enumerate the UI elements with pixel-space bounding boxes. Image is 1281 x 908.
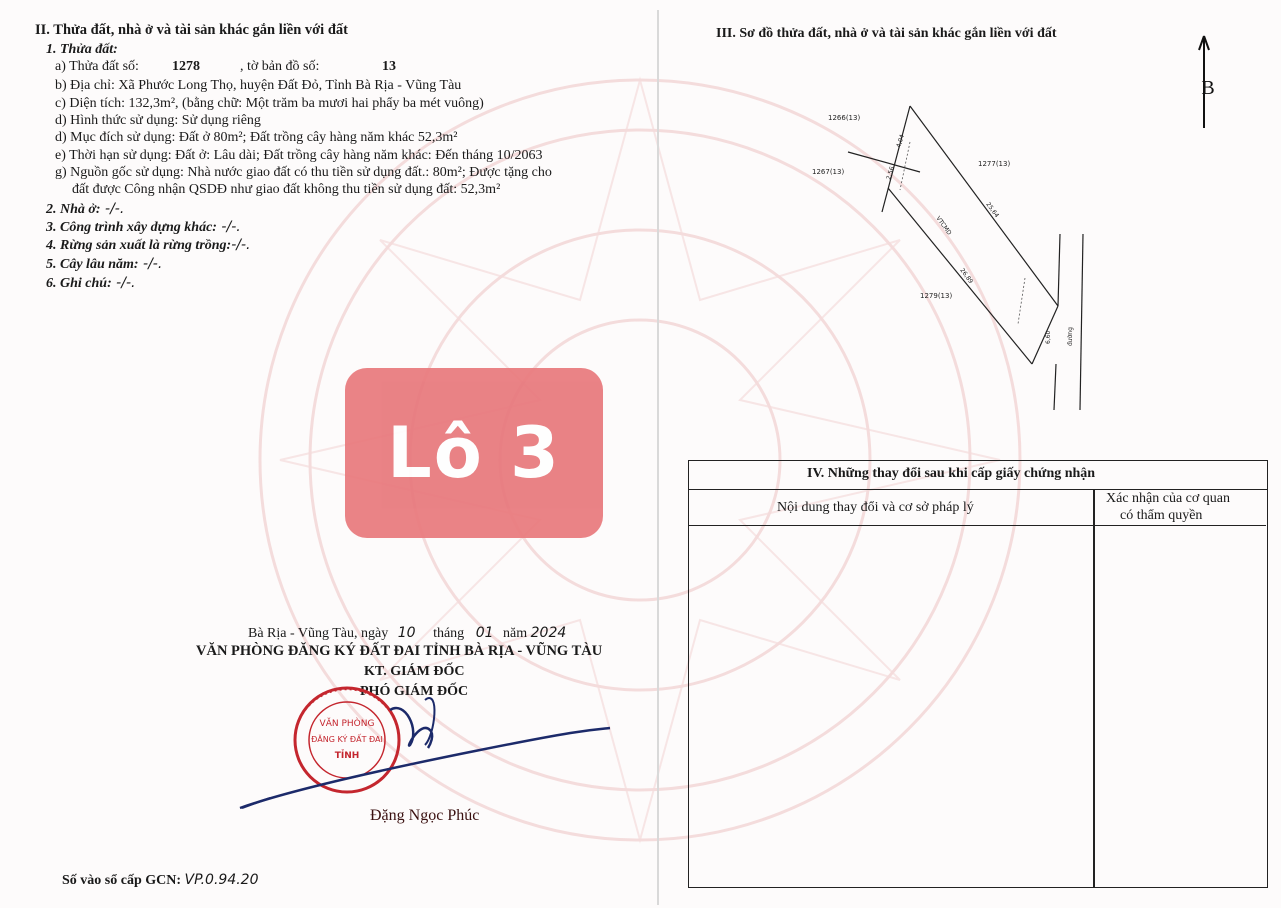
stamp-line-1: VĂN PHÒNG: [319, 719, 375, 729]
date-month-label: tháng: [433, 626, 465, 641]
item-3-row: [46, 219, 241, 236]
label-1277: 1277(13): [978, 160, 1011, 168]
item-1-title: 1. Thửa đất:: [46, 42, 118, 57]
signature: [230, 690, 630, 820]
stamp-line-3: TỈNH: [334, 751, 360, 761]
usage-purpose-line: d) Mục đích sử dụng: Đất ở 80m²; Đất trồng cây hàng năm khác 52,3m²: [55, 130, 458, 145]
kt-title: KT. GIÁM ĐỐC: [364, 664, 465, 679]
item-4-value: -/-.: [231, 237, 251, 253]
dim-top: 4,04: [895, 133, 907, 149]
dim-road: 6,60: [1045, 330, 1052, 344]
item-5-value: -/-.: [138, 256, 163, 272]
lot-badge: [345, 368, 603, 538]
item-2-value: -/-.: [100, 201, 125, 217]
col-confirm-label-2: có thẩm quyền: [1120, 508, 1203, 523]
stamp-line-2: ĐĂNG KÝ ĐẤT ĐAI: [311, 735, 383, 744]
section-iii-title: III. Sơ đồ thửa đất, nhà ở và tài sản khác gắn liền với đất: [716, 26, 1057, 41]
date-prefix: Bà Rịa - Vũng Tàu, ngày: [248, 626, 389, 641]
label-1266: 1266(13): [828, 114, 861, 122]
register-label: Số vào sổ cấp GCN:: [62, 873, 182, 888]
signer-name: Đặng Ngọc Phúc: [370, 807, 480, 824]
item-3-value: -/-.: [216, 219, 241, 235]
item-4-row: [46, 237, 251, 254]
col-content-label: Nội dung thay đổi và cơ sở pháp lý: [777, 500, 974, 515]
item-2-title: 2. Nhà ở:: [46, 202, 101, 217]
item-3-title: 3. Công trình xây dựng khác:: [46, 220, 217, 235]
issue-date-line: [248, 625, 566, 642]
changes-table: [688, 460, 1268, 888]
address-line: b) Địa chỉ: Xã Phước Long Thọ, huyện Đất Đỏ, Tỉnh Bà Rịa - Vũng Tàu: [55, 78, 462, 93]
dim-right: 25,64: [984, 201, 1001, 220]
usage-origin-line-1: g) Nguồn gốc sử dụng: Nhà nước giao đất có thu tiền sử dụng đất.: 80m²; Được tặng cho: [55, 165, 552, 180]
label-1267: 1267(13): [812, 168, 845, 176]
col-confirm-label-1: Xác nhận của cơ quan: [1106, 491, 1231, 506]
item-2-row: [46, 201, 124, 218]
register-line: [62, 872, 259, 889]
date-day: 10: [397, 625, 416, 641]
parcel-sketch-map: [800, 100, 1100, 420]
item-6-title: 6. Ghi chú:: [46, 276, 112, 291]
item-4-title: 4. Rừng sản xuất là rừng trồng:: [46, 238, 232, 253]
deputy-title: PHÓ GIÁM ĐỐC: [360, 684, 469, 699]
col-confirm-header: [1094, 489, 1266, 526]
usage-form-line: d) Hình thức sử dụng: Sử dụng riêng: [55, 113, 261, 128]
parcel-number-label: a) Thửa đất số:: [55, 59, 139, 74]
map-sheet-label: , tờ bản đồ số:: [240, 59, 320, 74]
usage-origin-line-2: đất được Công nhận QSDĐ như giao đất không thu tiền sử dụng đất: 52,3m²: [72, 182, 501, 197]
page-fold-line: [657, 10, 659, 905]
parcel-number: 1278: [172, 59, 200, 74]
area-line: c) Diện tích: 132,3m², (bằng chữ: Một trăm ba mươi hai phẩy ba mét vuông): [55, 96, 484, 111]
date-year-label: năm: [503, 626, 528, 641]
item-6-row: [46, 275, 135, 292]
changes-table-title: IV. Những thay đổi sau khi cấp giấy chứng nhận: [807, 466, 1096, 481]
dim-bottom: 26,89: [958, 267, 975, 286]
office-name: VĂN PHÒNG ĐĂNG KÝ ĐẤT ĐAI TỈNH BÀ RỊA - VŨNG TÀU: [196, 643, 603, 659]
north-arrow-icon: [1188, 34, 1224, 130]
item-6-value: -/-.: [111, 275, 136, 291]
date-month: 01: [475, 625, 494, 641]
label-1279: 1279(13): [920, 292, 953, 300]
map-sheet-number: 13: [382, 59, 396, 74]
north-label: B: [1201, 77, 1215, 99]
lot-label: Lô 3: [387, 412, 561, 494]
item-5-row: [46, 256, 162, 273]
col-content-header: [689, 489, 1093, 526]
road-label: đường: [1067, 327, 1074, 346]
column-divider: [1093, 489, 1095, 887]
parcel-code: VTCMD: [934, 215, 953, 237]
item-5-title: 5. Cây lâu năm:: [46, 257, 139, 272]
usage-term-line: e) Thời hạn sử dụng: Đất ở: Lâu dài; Đất trồng cây hàng năm khác: Đến tháng 10/2063: [55, 148, 543, 163]
register-value: VP.0.94.20: [184, 872, 259, 888]
date-year: 2024: [530, 625, 567, 641]
changes-table-title-row: [689, 461, 1267, 490]
section-ii-title: II. Thửa đất, nhà ở và tài sản khác gắn liền với đất: [35, 22, 348, 38]
dim-left: 2,56: [885, 165, 897, 181]
